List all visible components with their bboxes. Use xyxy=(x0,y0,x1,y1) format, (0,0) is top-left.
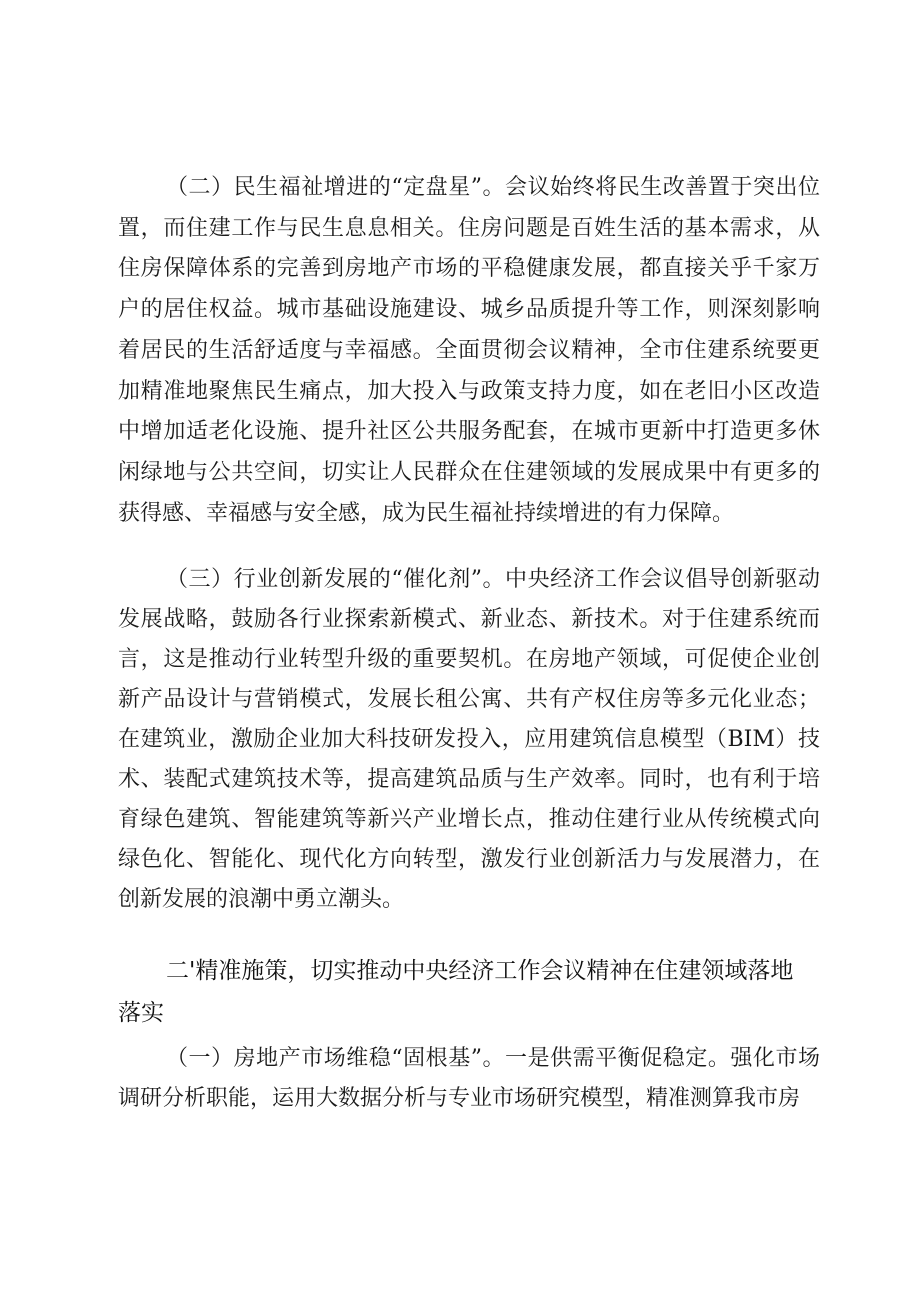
paragraph-people-welfare: （二）民生福祉增进的“定盘星”。会议始终将民生改善置于突出位置，而住建工作与民生息息相关。住房问题是百姓生活的基本需求，从住房保障体系的完善到房地产市场的平稳健康发展，都直接关乎千家万户的居住权益。城市基础设施建设、城乡品质提升等工作，则深刻影响着居民的生活舒适度与幸福感。全面贯彻会议精神，全市住建系统要更加精准地聚焦民生痛点，加大投入与政策支持力度，如在老旧小区改造中增加适老化设施、提升社区公共服务配套，在城市更新中打造更多休闲绿地与公共空间，切实让人民群众在住建领域的发展成果中有更多的获得感、幸福感与安全感，成为民生福祉持续增进的有力保障。 xyxy=(118,175,820,526)
section-heading: 二'精准施策，切实推动中央经济工作会议精神在住建领域落地落实 xyxy=(118,958,794,1026)
paragraph-real-estate-market: （一）房地产市场维稳“固根基”。一是供需平衡促稳定。强化市场调研分析职能，运用大数据分析与专业市场研究模型，精准测算我市房 xyxy=(118,1046,820,1111)
paragraph-industry-innovation: （三）行业创新发展的“催化剂”。中央经济工作会议倡导创新驱动发展战略，鼓励各行业探索新模式、新业态、新技术。对于住建系统而言，这是推动行业转型升级的重要契机。在房地产领域，可促使企业创新产品设计与营销模式，发展长租公寓、共有产权住房等多元化业态；在建筑业，激励企业加大科技研发投入，应用建筑信息模型（BIM）技术、装配式建筑技术等，提高建筑品质与生产效率。同时，也有利于培育绿色建筑、智能建筑等新兴产业增长点，推动住建行业从传统模式向绿色化、智能化、现代化方向转型，激发行业创新活力与发展潜力，在创新发展的浪潮中勇立潮头。 xyxy=(118,567,820,912)
